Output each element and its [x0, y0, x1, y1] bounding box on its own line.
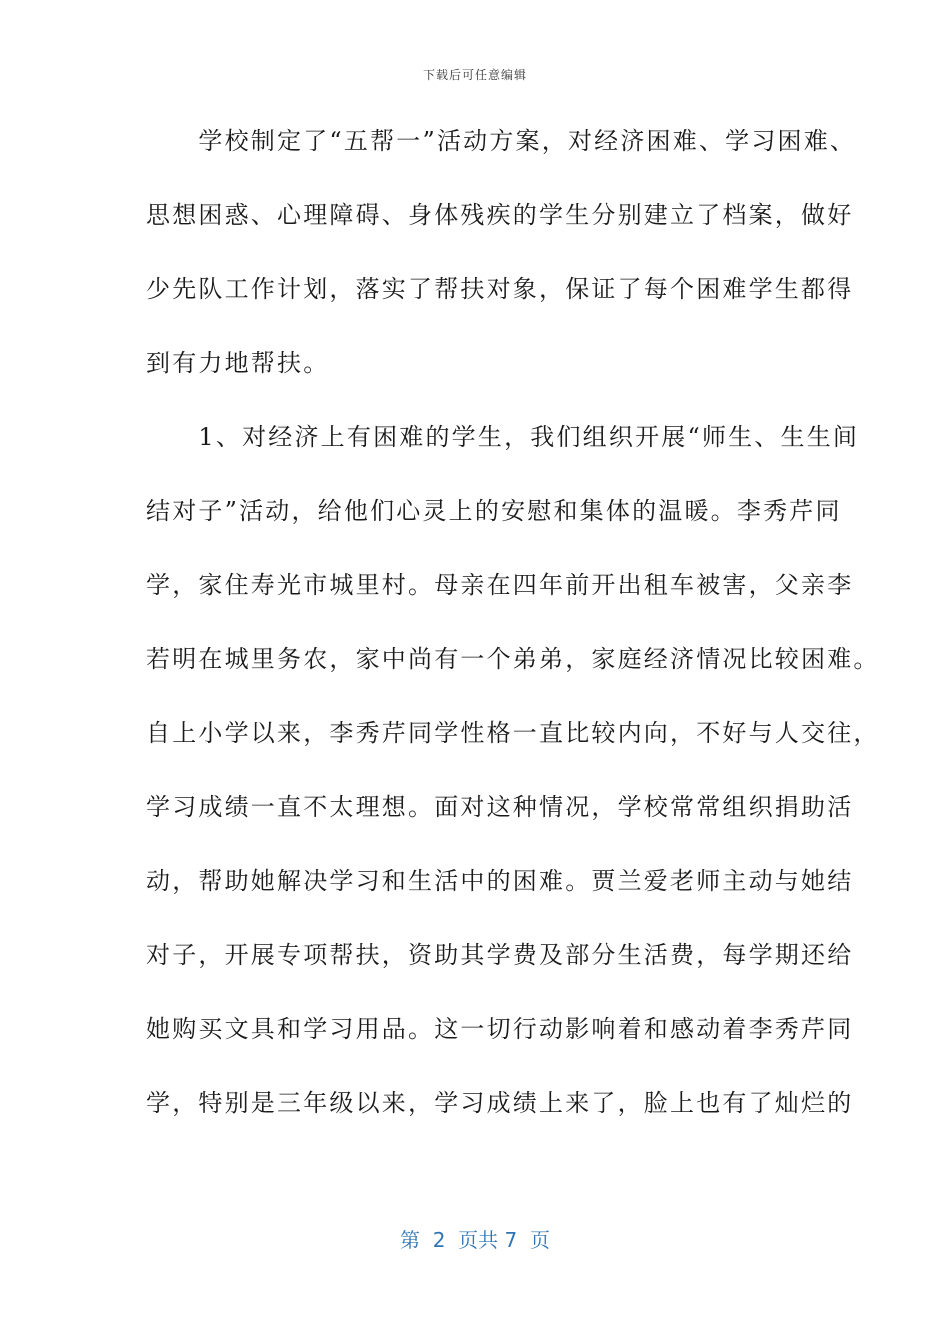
text-line: 自上小学以来，李秀芹同学性格一直比较内向，不好与人交往，: [146, 719, 880, 747]
text-line: 思想困惑、心理障碍、身体残疾的学生分别建立了档案，做好: [146, 201, 854, 229]
text-line: 少先队工作计划，落实了帮扶对象，保证了每个困难学生都得: [146, 275, 854, 303]
text-line: 对子，开展专项帮扶，资助其学费及部分生活费，每学期还给: [146, 941, 854, 969]
text-line: 学，家住寿光市城里村。母亲在四年前开出租车被害，父亲李: [146, 571, 854, 599]
header-note: 下载后可任意编辑: [422, 68, 527, 82]
text-line: 若明在城里务农，家中尚有一个弟弟，家庭经济情况比较困难。: [146, 645, 880, 673]
text-line: 动，帮助她解决学习和生活中的困难。贾兰爱老师主动与她结: [146, 867, 854, 895]
text-line: 学习成绩一直不太理想。面对这种情况，学校常常组织捐助活: [146, 793, 854, 821]
text-line: 学，特别是三年级以来，学习成绩上来了，脸上也有了灿烂的: [146, 1089, 854, 1117]
text-line: 学校制定了“五帮一”活动方案，对经济困难、学习困难、: [146, 127, 857, 155]
page-number: 第 2 页共 7 页: [400, 1228, 550, 1252]
text-line: 到有力地帮扶。: [146, 349, 330, 377]
text-line: 1、对经济上有困难的学生，我们组织开展“师生、生生间: [146, 423, 860, 451]
text-line: 结对子”活动，给他们心灵上的安慰和集体的温暖。李秀芹同: [146, 497, 842, 525]
text-line: 她购买文具和学习用品。这一切行动影响着和感动着李秀芹同: [146, 1015, 854, 1043]
document-body: [146, 116, 880, 1152]
